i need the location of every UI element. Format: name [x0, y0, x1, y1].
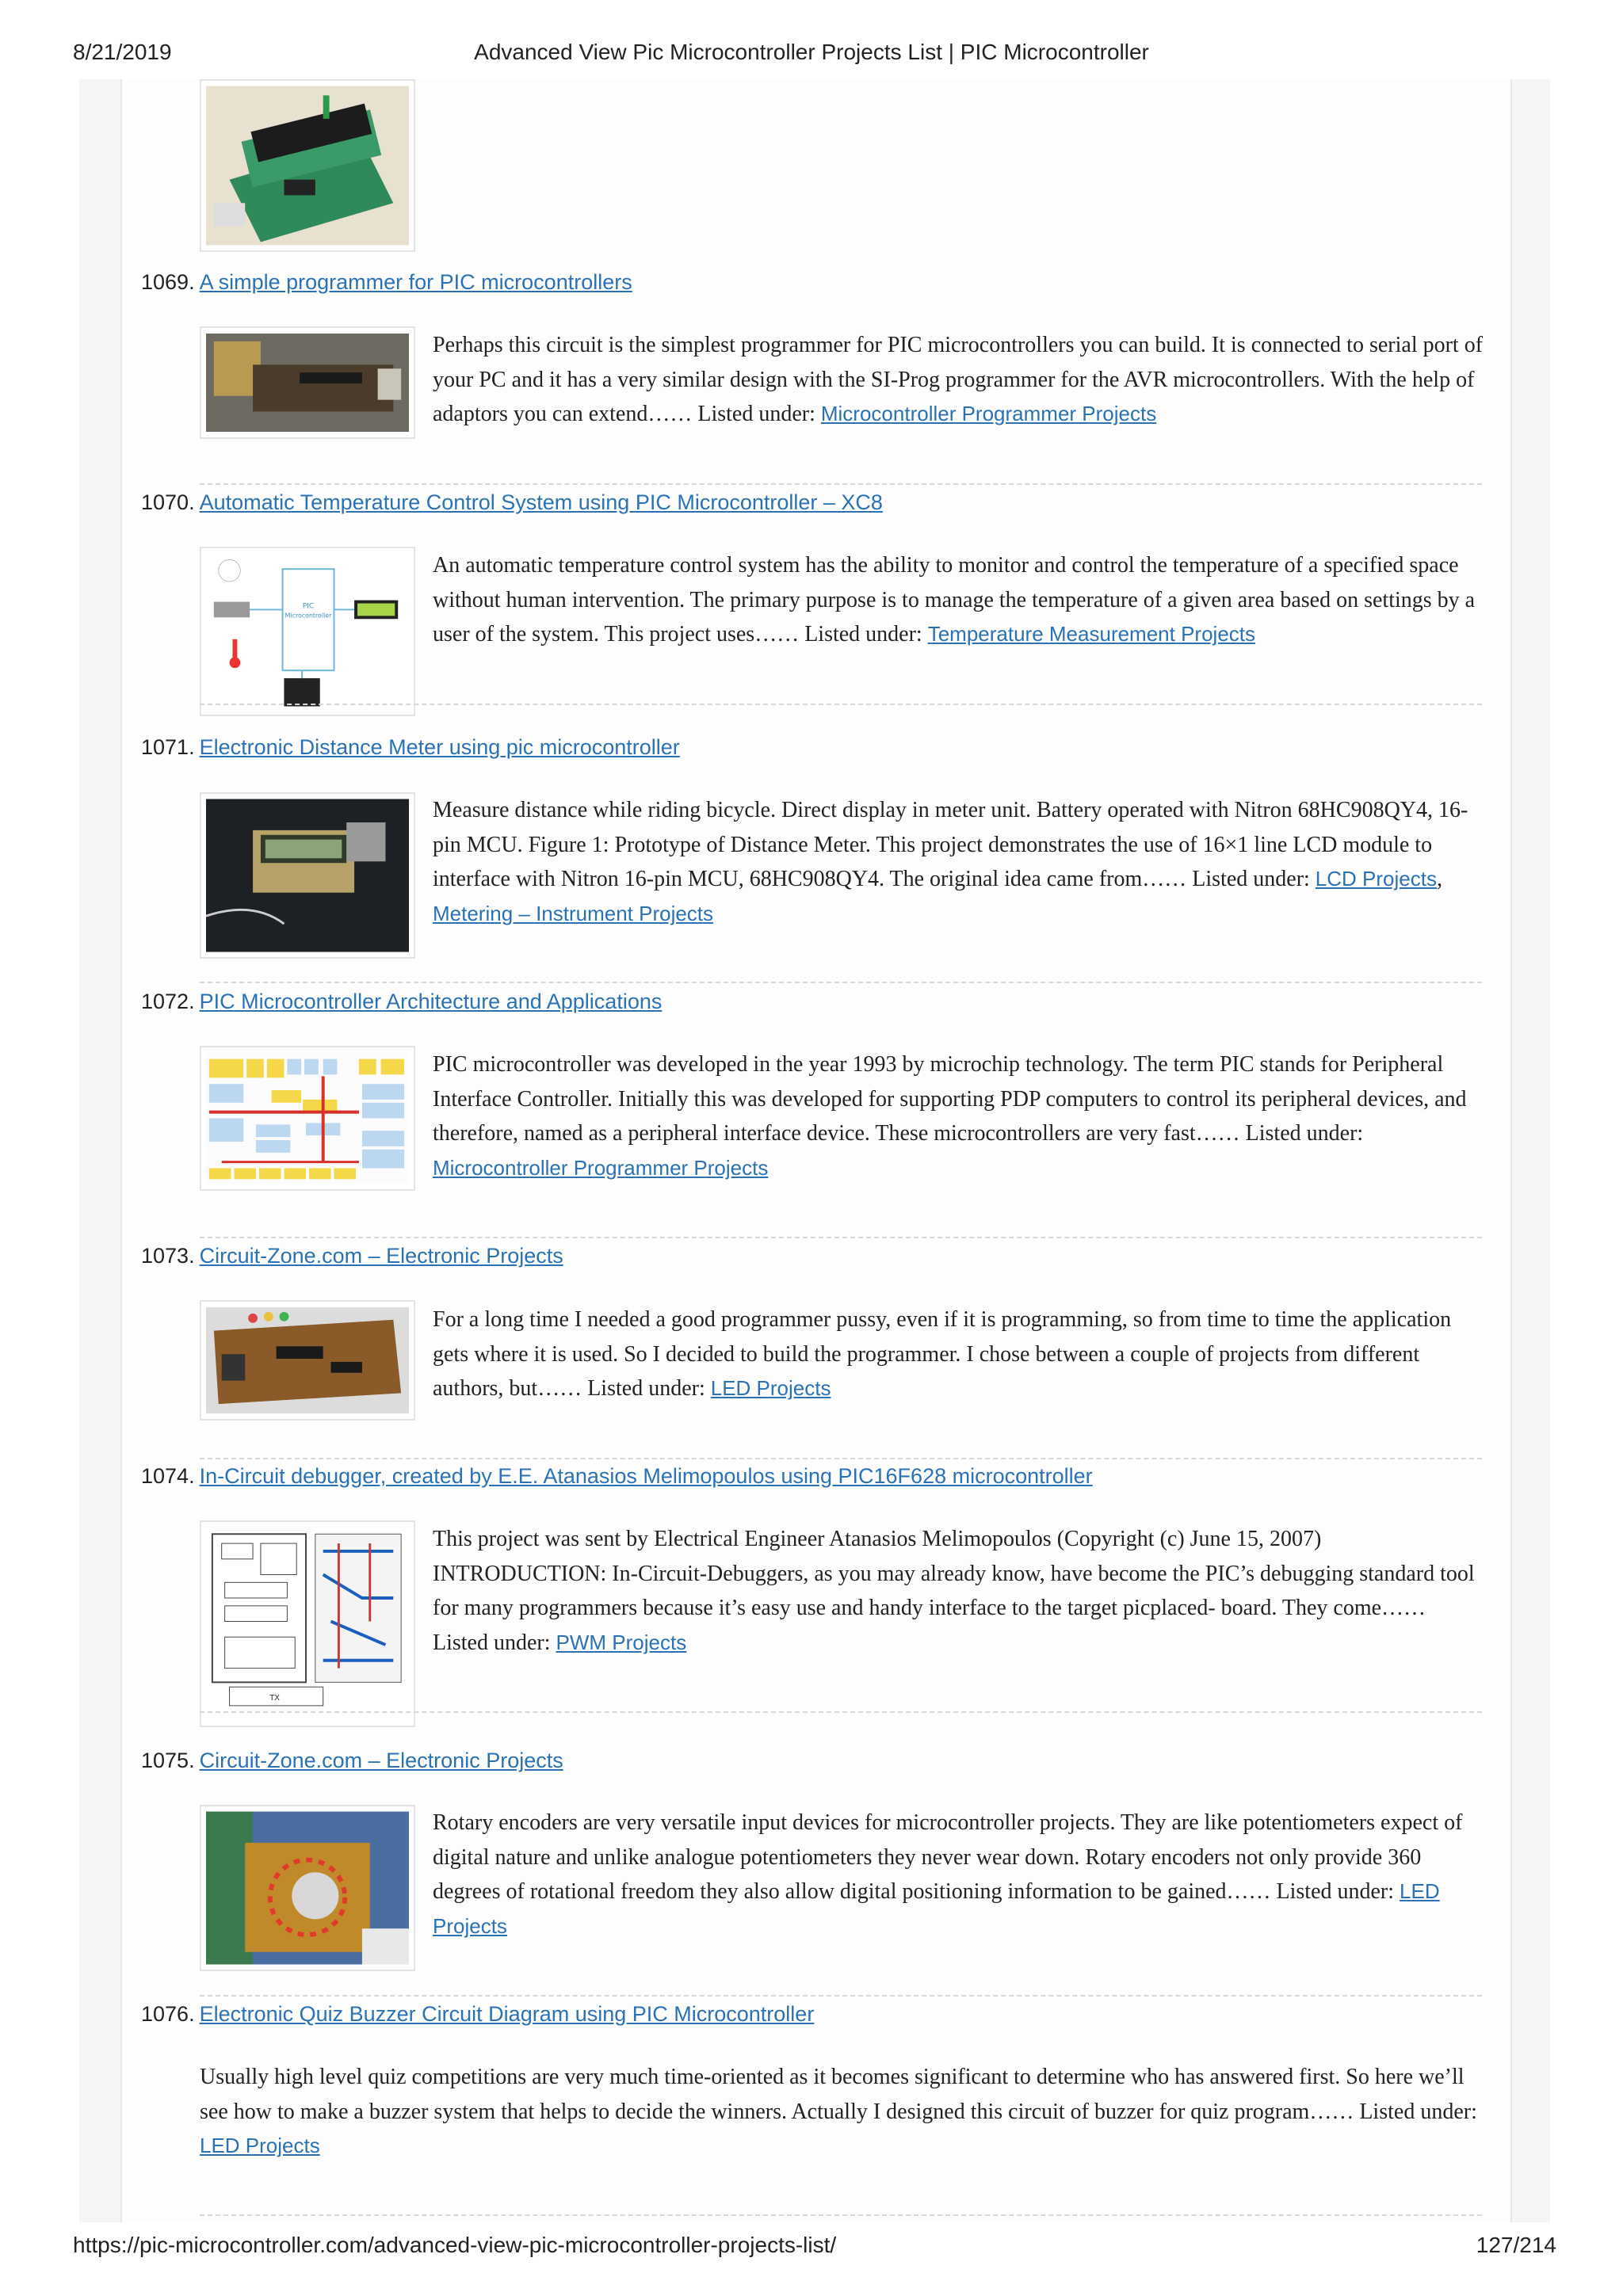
separator [200, 1995, 1482, 1997]
item-1072-category-link[interactable]: Microcontroller Programmer Projects [433, 1155, 769, 1180]
item-1071-title-row [141, 735, 680, 760]
print-page-title: Advanced View Pic Microcontroller Projects List | PIC Microcontroller [474, 40, 1149, 64]
item-1072-title-row [141, 990, 662, 1014]
item-1070-number: 1070. [141, 490, 195, 514]
item-1071-text: Measure distance while riding bicycle. Direct display in meter unit. Battery operated with Nitron 68HC908QY4, 16-pin MCU. Figure 1: Prototype of Distance Meter. This project demonstrates the use of 16×1 line LCD module to interface with Nitron 16-pin MCU, 68HC908QY4. The original idea came from…… Listed under: [433, 798, 1468, 891]
item-1074-title-row [141, 1464, 1093, 1489]
item-1073-link[interactable]: Circuit-Zone.com – Electronic Projects [199, 1244, 563, 1268]
item-1074-category-link[interactable]: PWM Projects [556, 1630, 687, 1654]
serial-programmer-image [206, 333, 409, 433]
item-1076-number: 1076. [141, 2002, 195, 2026]
separator [200, 1458, 1482, 1459]
thumb-1073 [200, 1300, 415, 1421]
item-1074-number: 1074. [141, 1464, 195, 1488]
thumb-1069 [200, 326, 415, 439]
item-1069-description [433, 328, 1487, 432]
item-1071-number: 1071. [141, 735, 195, 759]
item-1075-number: 1075. [141, 1749, 195, 1772]
thumb-1071 [200, 792, 415, 959]
debugger-pcb-layout [206, 1527, 409, 1721]
diagram-label-microcontroller: Microcontroller [285, 612, 332, 620]
thumb-1072 [200, 1046, 415, 1191]
item-1073-title-row [141, 1244, 563, 1268]
item-1071-category-link-lcd[interactable]: LCD Projects [1315, 867, 1437, 891]
item-1075-title-row [141, 1749, 563, 1773]
diagram-label-pic: PIC [302, 602, 315, 611]
rotary-encoder-image [206, 1811, 409, 1965]
item-1075-text: Rotary encoders are very versatile input devices for microcontroller projects. They are like potentiometers expect of digital nature and unlike analogue potentiometers they never wear down. Rotary encoders not only provide 360 degrees of rotational freedom they also allow digital positioning information to be gained…… Listed under: [433, 1810, 1463, 1904]
temperature-block-diagram [206, 553, 409, 710]
item-1072-text: PIC microcontroller was developed in the year 1993 by microchip technology. The term PIC stands for Peripheral Interface Controller. Initially this was developed for supporting PDP computers to control its peripheral devices, and therefore, named as a peripheral interface device. These microcontrollers are very fast…… Listed under: [433, 1052, 1467, 1146]
item-1069-link[interactable]: A simple programmer for PIC microcontrollers [199, 270, 632, 294]
item-1071-description: Measure distance while riding bicycle. Direct display in meter unit. Battery operated with Nitron 68HC908QY4, 16-pin MCU. Figure 1: Prototype of Distance Meter. This project demonstrates the use of 16×1 line LCD module to interface with Nitron 16-pin MCU, 68HC908QY4. The original idea came from…… Listed under: LCD Projects, Metering – Instrument Projects [433, 798, 1468, 925]
item-1069-category-link[interactable]: Microcontroller Programmer Projects [820, 402, 1157, 425]
separator [200, 483, 1482, 485]
print-url: https://pic-microcontroller.com/advanced-view-pic-microcontroller-projects-list/ [73, 2233, 837, 2257]
separator [200, 1711, 1482, 1713]
item-1070-title-row [141, 490, 883, 515]
item-1072-link[interactable]: PIC Microcontroller Architecture and Applications [199, 990, 663, 1013]
item-1076-category-link[interactable]: LED Projects [200, 2134, 320, 2157]
print-date: 8/21/2019 [73, 40, 172, 64]
item-1073-description [433, 1302, 1487, 1406]
item-1070-description [433, 548, 1487, 652]
item-1074-text: This project was sent by Electrical Engineer Atanasios Melimopoulos (Copyright (c) June 15, 2007) INTRODUCTION: In-Circuit-Debuggers, as you may already know, have become the PIC’s debugging standard tool for many programmers because it’s easy use and handy interface to the target picplaced- board. They come…… Listed under: [433, 1527, 1475, 1655]
separator [200, 2214, 1482, 2216]
zif-programmer-image [206, 86, 409, 246]
item-1073-text: For a long time I needed a good programmer pussy, even if it is programming, so from time to time the application gets where it is used. So I decided to build the programmer. I chose between a couple of projects from different authors, but…… Listed under: [433, 1307, 1452, 1401]
item-1073-number: 1073. [141, 1244, 195, 1268]
item-1071-link[interactable]: Electronic Distance Meter using pic microcontroller [199, 735, 680, 759]
item-1071-category-link-metering[interactable]: Metering – Instrument Projects [433, 901, 714, 925]
item-1070-text: An automatic temperature control system has the ability to monitor and control the temperature of a specified space without human intervention. The primary purpose is to manage the temperature of a given area based on settings by a user of the system. This project uses…… Listed under: [433, 553, 1476, 646]
separator [200, 1237, 1482, 1238]
thumb-zif-programmer [200, 79, 415, 252]
item-1069-title-row [141, 270, 632, 295]
connector-label: TX [269, 1693, 281, 1703]
item-1070-link[interactable]: Automatic Temperature Control System using PIC Microcontroller – XC8 [199, 490, 883, 514]
item-1076-link[interactable]: Electronic Quiz Buzzer Circuit Diagram using PIC Microcontroller [199, 2002, 815, 2026]
item-1076-description [200, 2060, 1484, 2164]
item-1074-description [433, 1522, 1487, 1660]
item-1072-description [433, 1047, 1487, 1185]
item-1076-text: Usually high level quiz competitions are very much time-oriented as it becomes significant to determine who has answered first. So here we’ll see how to make a buzzer system that helps to decide the winners. Actually I designed this circuit of buzzer for quiz program…… Listed under: [200, 2065, 1477, 2124]
thumb-1070 [200, 547, 415, 716]
print-page-number: 127/214 [1476, 2233, 1556, 2257]
thumb-1074 [200, 1520, 415, 1727]
item-1072-number: 1072. [141, 990, 195, 1013]
separator [200, 704, 1482, 705]
separator [200, 982, 1482, 983]
item-1069-number: 1069. [141, 270, 195, 294]
item-1074-link[interactable]: In-Circuit debugger, created by E.E. Atanasios Melimopoulos using PIC16F628 microcontroller [199, 1464, 1093, 1488]
pcb-programmer-image [206, 1306, 409, 1414]
item-1073-category-link[interactable]: LED Projects [710, 1376, 831, 1400]
item-1070-category-link[interactable]: Temperature Measurement Projects [927, 622, 1256, 646]
item-1075-description [433, 1806, 1487, 1943]
item-1075-category-link[interactable]: LED Projects [433, 1879, 1440, 1938]
thumb-1075 [200, 1805, 415, 1971]
item-1075-link[interactable]: Circuit-Zone.com – Electronic Projects [199, 1749, 563, 1772]
distance-meter-image [206, 799, 409, 952]
item-1076-title-row [141, 2002, 814, 2027]
item-1069-text: Perhaps this circuit is the simplest programmer for PIC microcontrollers you can build. It is connected to serial port of your PC and it has a very similar design with the SI-Prog programmer for the AVR microcontrollers. With the help of adaptors you can extend…… Listed under: [433, 333, 1484, 426]
pic-architecture-diagram [206, 1052, 409, 1184]
